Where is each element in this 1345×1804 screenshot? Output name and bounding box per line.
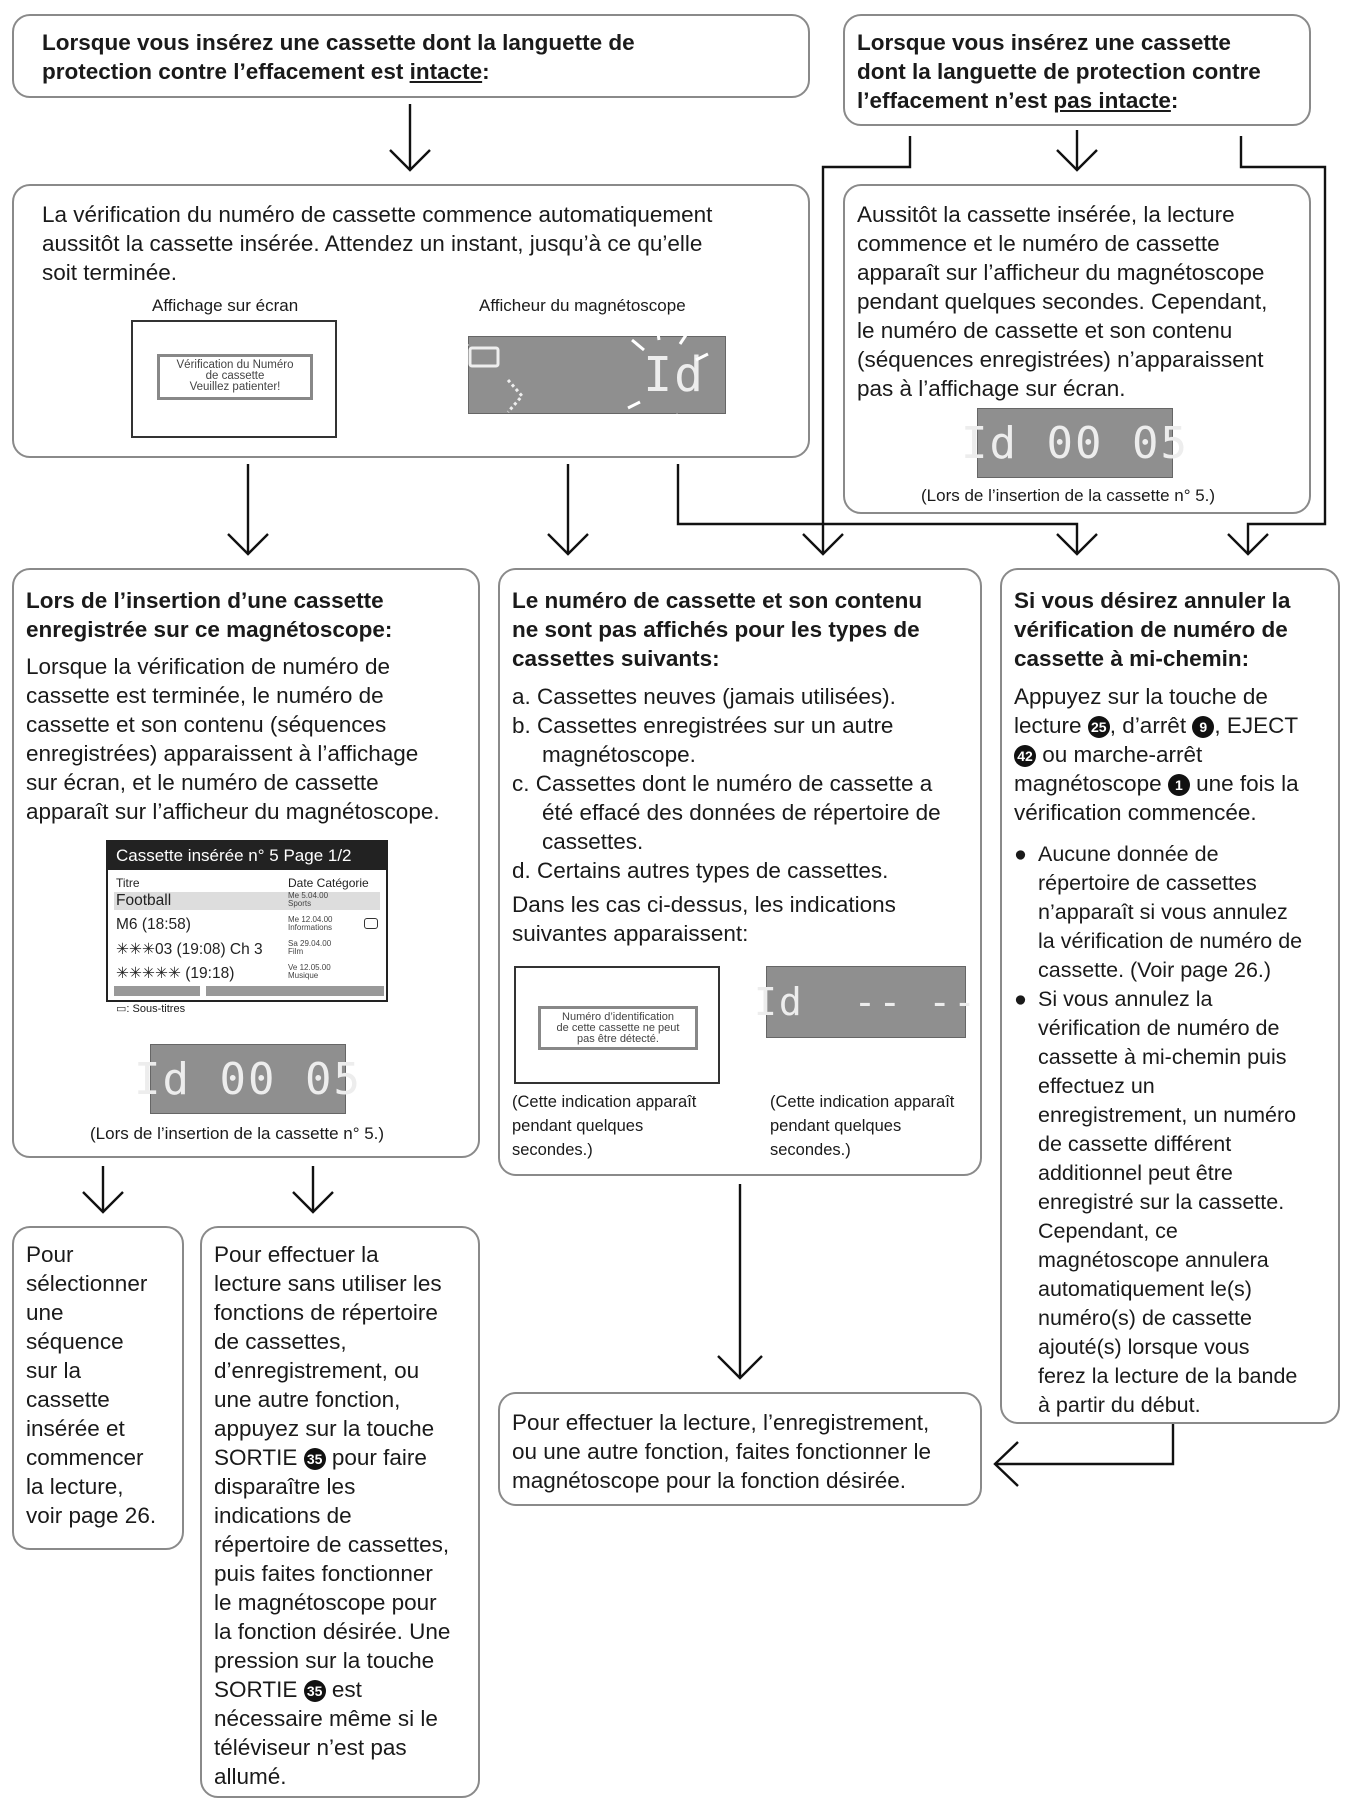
intact-tab-box	[12, 14, 810, 98]
osd-footer	[116, 1002, 185, 1015]
exit-line: de cassettes,	[214, 1329, 347, 1354]
cancel-line	[1014, 769, 1338, 798]
cancel-text: lecture	[1014, 713, 1088, 738]
select-line: commencer	[26, 1445, 144, 1470]
bullet-line: répertoire de cassettes	[1038, 871, 1257, 895]
recorded-line: apparaît sur l’afficheur du magnétoscope.	[26, 799, 440, 824]
osd-scrollbar	[114, 986, 384, 996]
not-intact-line3: l’effacement n’est pas intacte:	[857, 88, 1179, 113]
tv-screen-not-detected	[514, 966, 720, 1084]
caption-line: (Cette indication apparaît	[512, 1093, 697, 1111]
recorded-line: sur écran, et le numéro de cassette	[26, 770, 379, 795]
recorded-line: cassette et son contenu (séquences	[26, 712, 387, 737]
lcd-id-dashes: Id -- --	[754, 980, 978, 1024]
caption-right	[770, 1090, 954, 1162]
operate-vcr-box	[498, 1392, 982, 1506]
bullet-line: automatiquement le(s)	[1038, 1277, 1252, 1301]
osd-row-cat: Film	[288, 947, 304, 956]
cancel-line	[1014, 740, 1338, 769]
playback-line: pendant quelques secondes. Cependant,	[857, 289, 1268, 314]
bullet-line: Si vous annulez la	[1038, 987, 1213, 1011]
cancel-bullets	[1014, 840, 1340, 1420]
bullet-line: effectuez un	[1038, 1074, 1155, 1098]
osd-row-title: ✳✳✳03 (19:08) Ch 3	[116, 941, 263, 958]
playback-line: pas à l’affichage sur écran.	[857, 376, 1126, 401]
bullet-item	[1014, 985, 1340, 1420]
osd-row-date: Me 12.04.00	[288, 915, 333, 924]
exit-line: allumé.	[214, 1764, 287, 1789]
exit-line: indications de	[214, 1503, 352, 1528]
recorded-text	[26, 652, 440, 826]
cancel-line: vérification commencée.	[1014, 800, 1257, 825]
playback-line: le numéro de cassette et son contenu	[857, 318, 1233, 343]
recorded-title1: Lors de l’insertion d’une cassette	[26, 588, 384, 613]
exit-line: lecture sans utiliser les	[214, 1271, 442, 1296]
bullet-line: additionnel peut être	[1038, 1161, 1233, 1185]
cancel-title2: vérification de numéro de	[1014, 617, 1288, 642]
bullet-item	[1014, 840, 1340, 985]
exit-line: puis faites fonctionner	[214, 1561, 433, 1586]
bullet-line: cassette à mi-chemin puis	[1038, 1045, 1287, 1069]
exit-line: téléviseur n’est pas	[214, 1735, 407, 1760]
button-number-badge: 35	[304, 1448, 326, 1470]
cancel-line	[1014, 711, 1338, 740]
select-line: sélectionner	[26, 1271, 148, 1296]
lcd-id-number: Id 00 05	[134, 1053, 362, 1105]
notshown-after2: suivantes apparaissent:	[512, 921, 749, 946]
playback-caption: (Lors de l’insertion de la cassette n° 5.)	[921, 486, 1216, 505]
intact-tab-line1: Lorsque vous insérez une cassette dont la languette de	[42, 30, 635, 55]
bullet-line: ajouté(s) lorsque vous	[1038, 1335, 1250, 1359]
exit-line: une autre fonction,	[214, 1387, 401, 1412]
label-onscreen: Affichage sur écran	[152, 296, 299, 315]
bullet-line: enregistrement, un numéro	[1038, 1103, 1297, 1127]
intact-tab-line2: protection contre l’effacement est intacte:	[42, 59, 490, 84]
final-line2: ou une autre fonction, faites fonctionner le	[512, 1439, 932, 1464]
exit-line: Pour effectuer la	[214, 1242, 379, 1267]
osd-row-title: ✳✳✳✳✳ (19:18)	[116, 965, 235, 982]
exit-text: est	[325, 1677, 362, 1702]
not-shown-box	[498, 568, 982, 1176]
cancel-text: , d’arrêt	[1109, 713, 1193, 738]
exit-line	[214, 1675, 450, 1704]
exit-text: SORTIE	[214, 1445, 304, 1470]
bullet-line: Cependant, ce	[1038, 1219, 1178, 1243]
lcd-id-text: Id	[643, 347, 705, 403]
exit-line: appuyez sur la touche	[214, 1416, 435, 1441]
cassette-directory-screen	[106, 840, 388, 1015]
not-intact-line1: Lorsque vous insérez une cassette	[857, 30, 1231, 55]
cancel-title3: cassette à mi-chemin:	[1014, 646, 1250, 671]
select-line: séquence	[26, 1329, 124, 1354]
exit-line	[214, 1443, 450, 1472]
caption-left	[512, 1090, 696, 1162]
exit-directory-box	[200, 1226, 480, 1798]
verification-box	[12, 184, 810, 458]
list-item-cont: cassettes.	[542, 829, 644, 854]
bullet-line: magnétoscope annulera	[1038, 1248, 1269, 1272]
button-number-badge: 42	[1014, 745, 1036, 767]
osd-row-date: Me 5.04.00	[288, 891, 329, 900]
verify-line3: soit terminée.	[42, 260, 178, 285]
bullet-line: ferez la lecture de la bande	[1038, 1364, 1298, 1388]
not-detected-message	[538, 1006, 698, 1050]
recorded-line: Lorsque la vérification de numéro de	[26, 654, 390, 679]
bullet-line: cassette. (Voir page 26.)	[1038, 958, 1272, 982]
verify-msg-1: Vérification du Numéro	[176, 359, 294, 371]
verify-msg-3: Veuillez patienter!	[189, 381, 281, 393]
bullet-line: numéro(s) de cassette	[1038, 1306, 1252, 1330]
playback-text	[857, 200, 1267, 403]
caption-line: (Cette indication apparaît	[770, 1093, 955, 1111]
list-item-cont: été effacé des données de répertoire de	[542, 800, 941, 825]
select-text	[26, 1240, 156, 1530]
notshown-after1: Dans les cas ci-dessus, les indications	[512, 892, 896, 917]
list-item-cont: magnétoscope.	[542, 742, 696, 767]
osd-row-title: Football	[116, 892, 172, 909]
vcr-lcd-recorded	[134, 1044, 362, 1114]
recorded-line: cassette est terminée, le numéro de	[26, 683, 384, 708]
cancel-verification-box	[1000, 568, 1340, 1424]
subtitle-icon: ▭	[116, 1003, 127, 1015]
blink-rays-icon	[454, 314, 754, 444]
exit-text: pour faire	[325, 1445, 427, 1470]
notshown-title1: Le numéro de cassette et son contenu	[512, 588, 923, 613]
exit-line: nécessaire même si le	[214, 1706, 438, 1731]
playback-line: apparaît sur l’afficheur du magnétoscope	[857, 260, 1265, 285]
caption-line: secondes.)	[512, 1141, 593, 1159]
cancel-text: ou marche-arrêt	[1036, 742, 1203, 767]
verify-message	[157, 354, 313, 400]
osd-footer-text: : Sous-titres	[126, 1003, 186, 1015]
bullet-icon: ●	[1014, 987, 1027, 1011]
select-sequence-box	[12, 1226, 184, 1550]
list-item: b. Cassettes enregistrées sur un autre	[512, 713, 894, 738]
bullet-line: la vérification de numéro de	[1038, 929, 1303, 953]
exit-line: fonctions de répertoire	[214, 1300, 438, 1325]
recorded-cassette-box	[12, 568, 480, 1158]
osd-row-title: M6 (18:58)	[116, 916, 191, 933]
exit-line: le magnétoscope pour	[214, 1590, 437, 1615]
exit-line: pression sur la touche	[214, 1648, 435, 1673]
osd-row-date: Sa 29.04.00	[288, 939, 332, 948]
cancel-text: , EJECT	[1214, 713, 1299, 738]
button-number-badge: 1	[1168, 774, 1190, 796]
select-line: cassette	[26, 1387, 110, 1412]
playback-line: Aussitôt la cassette insérée, la lecture	[857, 202, 1235, 227]
select-line: sur la	[26, 1358, 82, 1383]
list-item: d. Certains autres types de cassettes.	[512, 858, 889, 883]
select-line: voir page 26.	[26, 1503, 157, 1528]
select-line: Pour	[26, 1242, 74, 1267]
button-number-badge: 35	[304, 1680, 326, 1702]
recorded-caption: (Lors de l’insertion de la cassette n° 5.)	[90, 1124, 385, 1143]
bullet-line: de cassette différent	[1038, 1132, 1232, 1156]
cancel-text: magnétoscope	[1014, 771, 1168, 796]
osd-header: Cassette insérée n° 5 Page 1/2	[108, 842, 386, 870]
recorded-title2: enregistrée sur ce magnétoscope:	[26, 617, 393, 642]
notdet-msg-2: de cette cassette ne peut	[556, 1022, 680, 1034]
label-vcr-display: Afficheur du magnétoscope	[479, 296, 686, 315]
bullet-line: enregistré sur la cassette.	[1038, 1190, 1285, 1214]
verify-line1: La vérification du numéro de cassette commence automatiquement	[42, 202, 713, 227]
caption-line: pendant quelques	[512, 1117, 644, 1135]
not-intact-tab-box	[843, 14, 1311, 126]
osd-row-date: Ve 12.05.00	[288, 963, 331, 972]
cancel-instructions	[1014, 682, 1338, 827]
vcr-lcd-playback	[961, 408, 1189, 478]
playback-starts-box	[843, 184, 1311, 514]
notdet-msg-3: pas être détecté.	[577, 1033, 659, 1045]
bullet-line: à partir du début.	[1038, 1393, 1201, 1417]
recorded-line: enregistrées) apparaissent à l’affichage	[26, 741, 419, 766]
cancel-line: Appuyez sur la touche de	[1014, 684, 1268, 709]
exit-line: répertoire de cassettes,	[214, 1532, 450, 1557]
exit-line: la fonction désirée. Une	[214, 1619, 451, 1644]
bullet-line: Aucune donnée de	[1038, 842, 1219, 866]
list-item: a. Cassettes neuves (jamais utilisées).	[512, 684, 896, 709]
cassette-types-list	[512, 682, 980, 885]
cancel-title1: Si vous désirez annuler la	[1014, 588, 1291, 613]
notshown-title3: cassettes suivants:	[512, 646, 720, 671]
playback-line: commence et le numéro de cassette	[857, 231, 1220, 256]
osd-row-cat: Sports	[288, 899, 312, 908]
final-line3: magnétoscope pour la fonction désirée.	[512, 1468, 907, 1493]
osd-row-cat: Informations	[288, 923, 333, 932]
notshown-title2: ne sont pas affichés pour les types de	[512, 617, 920, 642]
list-item: c. Cassettes dont le numéro de cassette a	[512, 771, 933, 796]
exit-text	[214, 1240, 450, 1791]
exit-line: d’enregistrement, ou	[214, 1358, 420, 1383]
verify-msg-2: de cassette	[205, 370, 265, 382]
bullet-line: n’apparaît si vous annulez	[1038, 900, 1288, 924]
osd-row-cat: Musique	[288, 971, 319, 980]
notdet-msg-1: Numéro d’identification	[562, 1011, 674, 1023]
playback-line: (séquences enregistrées) n’apparaissent	[857, 347, 1264, 372]
not-intact-line2: dont la languette de protection contre	[857, 59, 1261, 84]
osd-col-title: Titre	[116, 876, 140, 890]
osd-scroll-thumb	[200, 986, 206, 996]
bullet-line: vérification de numéro de	[1038, 1016, 1280, 1040]
final-line1: Pour effectuer la lecture, l’enregistrement,	[512, 1410, 930, 1435]
verify-line2: aussitôt la cassette insérée. Attendez un instant, jusqu’à ce qu’elle	[42, 231, 703, 256]
vcr-lcd-not-detected	[754, 966, 978, 1038]
select-line: la lecture,	[26, 1474, 124, 1499]
button-number-badge: 25	[1088, 716, 1110, 738]
button-number-badge: 9	[1192, 716, 1214, 738]
caption-line: secondes.)	[770, 1141, 851, 1159]
cancel-text: une fois la	[1189, 771, 1299, 796]
exit-line: disparaître les	[214, 1474, 356, 1499]
exit-text: SORTIE	[214, 1677, 304, 1702]
lcd-id-number: Id 00 05	[961, 417, 1189, 469]
bullet-icon: ●	[1014, 842, 1027, 866]
select-line: une	[26, 1300, 64, 1325]
subtitle-icon	[364, 918, 378, 929]
select-line: insérée et	[26, 1416, 125, 1441]
tv-screen-verify	[131, 320, 337, 438]
caption-line: pendant quelques	[770, 1117, 902, 1135]
osd-col-date: Date Catégorie	[288, 876, 369, 890]
